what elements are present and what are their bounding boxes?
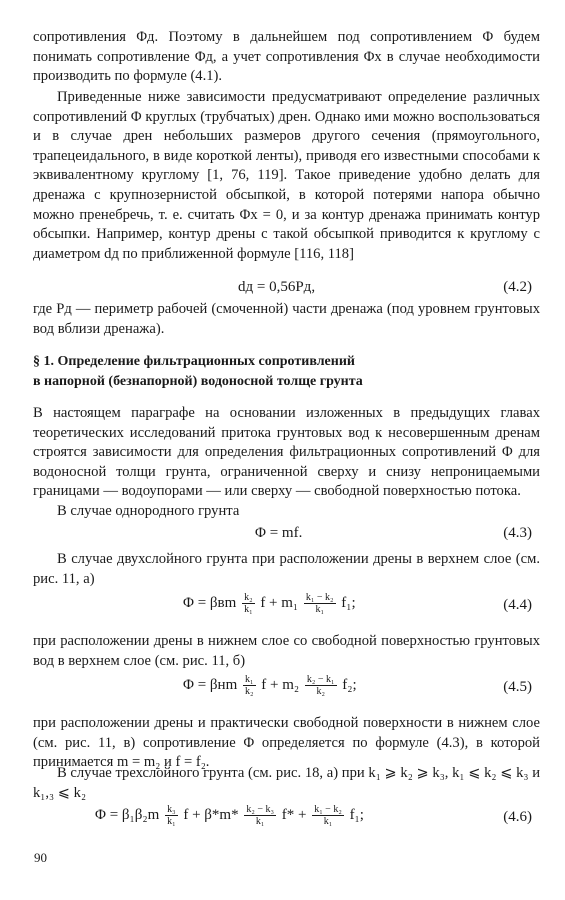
paragraph-9: В случае трехслойного грунта (см. рис. 18, а) при k₁ ⩾ k₂ ⩾ k₃, k₁ ⩽ k₂ ⩽ k₃ и k₁,₃ ⩽ k₂ <box>33 765 540 801</box>
formula-4-3 <box>33 521 540 551</box>
formula-4-5-fraction-1: $\frac{\text{k₁}}{\text{k₂}}$ <box>245 674 254 697</box>
formula-4-4 <box>33 592 540 622</box>
paragraph-4: В настоящем параграфе на основании изложенных в предыдущих главах теоретических исследований притока грунтовых вод к несовершенным дренам строятся зависимости для определения фильтрационных сопротивлений Φ для водоносной толщи грунта, ограниченной сверху и снизу непроницаемыми границами — водоупорами — или сверху — свободной поверхностью потока. <box>33 405 540 500</box>
formula-4-4-mid: f + m₁ <box>260 594 299 611</box>
section-heading-line-1: § 1. Определение фильтрационных сопротивлений <box>33 354 355 369</box>
formula-4-3-number: (4.3) <box>503 525 532 541</box>
formula-4-2-body: dд = 0,56Pд, <box>238 279 316 295</box>
formula-4-3-body: Φ = mf. <box>255 525 303 541</box>
formula-4-6-mid: f + β*m* <box>183 806 239 823</box>
section-heading <box>33 352 540 391</box>
formula-4-5-mid: f + m₂ <box>261 676 300 693</box>
formula-4-5-number: (4.5) <box>503 679 532 695</box>
formula-4-4-fraction-1: $\frac{\text{k₂}}{\text{k₁}}$ <box>244 592 253 615</box>
formula-4-6-fraction-2: $\frac{\text{k₂ − k₃}}{\text{k₁}}$ <box>246 804 274 827</box>
formula-4-5-tail: f₂; <box>342 676 357 693</box>
formula-4-6 <box>33 804 540 834</box>
paragraph-1: сопротивления Φд. Поэтому в дальнейшем под сопротивлением Φ будем понимать сопротивление Φд, а учет сопротивления Φх в случае необходимости производить по формуле (4.1). <box>33 29 540 85</box>
formula-4-4-tail: f₁; <box>341 594 356 611</box>
formula-4-6-mid-2: f* + <box>281 806 307 823</box>
formula-4-4-number: (4.4) <box>503 597 532 613</box>
formula-4-6-tail: f₁; <box>349 806 364 823</box>
formula-4-6-fraction-3: $\frac{\text{k₁ − k₂}}{\text{k₁}}$ <box>314 804 342 827</box>
formula-4-4-fraction-2: $\frac{\text{k₁ − k₂}}{\text{k₁}}$ <box>305 592 334 615</box>
paragraph-8: при расположении дрены и практически свободной поверхности в нижнем слое (см. рис. 11, в) сопротивление Φ определяется по формуле (4.3), в которой принимается m = m₂ и f = f₂. <box>33 715 540 771</box>
formula-4-6-number: (4.6) <box>503 809 532 825</box>
paragraph-5: В случае однородного грунта <box>57 503 240 519</box>
paragraph-2: Приведенные ниже зависимости предусматривают определение различных сопротивлений Φ круглых (трубчатых) дрен. Однако ими можно воспользоваться и в случае дрен небольших размеров другого сечения (прямоугольного, трапецеидального, в виде короткой ленты), приводя его известными способами к эквивалентному круглому [1, 76, 119]. Такое приведение удобно делать для дренажа с крупнозернистой обсыпкой, в которой потерями напора обычно можно пренебречь, т. е. считать Φх = 0, и за контур дренажа принимать контур обсыпки. Например, контур дрены с такой обсыпкой приводится к круглому с диаметром dд по приближенной формуле [116, 118] <box>33 89 540 262</box>
paragraph-6: В случае двухслойного грунта при расположении дрены в верхнем слое (см. рис. 11, а) <box>33 551 540 587</box>
formula-4-6-fraction-1: $\frac{\text{k₃}}{\text{k₁}}$ <box>167 804 176 827</box>
formula-4-4-lead: Φ = βвm <box>183 594 237 611</box>
formula-4-5 <box>33 674 540 704</box>
formula-4-6-lead: Φ = β₁β₂m <box>95 806 160 823</box>
formula-4-5-fraction-2: $\frac{\text{k₂ − k₁}}{\text{k₂}}$ <box>306 674 335 697</box>
formula-4-5-lead: Φ = βнm <box>183 676 238 693</box>
paragraph-3: где Pд — периметр рабочей (смоченной) части дренажа (под уровнем грунтовых вод вблизи дренажа). <box>33 301 540 337</box>
paragraph-7: при расположении дрены в нижнем слое со свободной поверхностью грунтовых вод в верхнем слое (см. рис. 11, б) <box>33 633 540 669</box>
section-heading-line-2: в напорной (безнапорной) водоносной толще грунта <box>33 373 363 389</box>
formula-4-2-number: (4.2) <box>503 279 532 295</box>
page-number: 90 <box>34 850 47 865</box>
